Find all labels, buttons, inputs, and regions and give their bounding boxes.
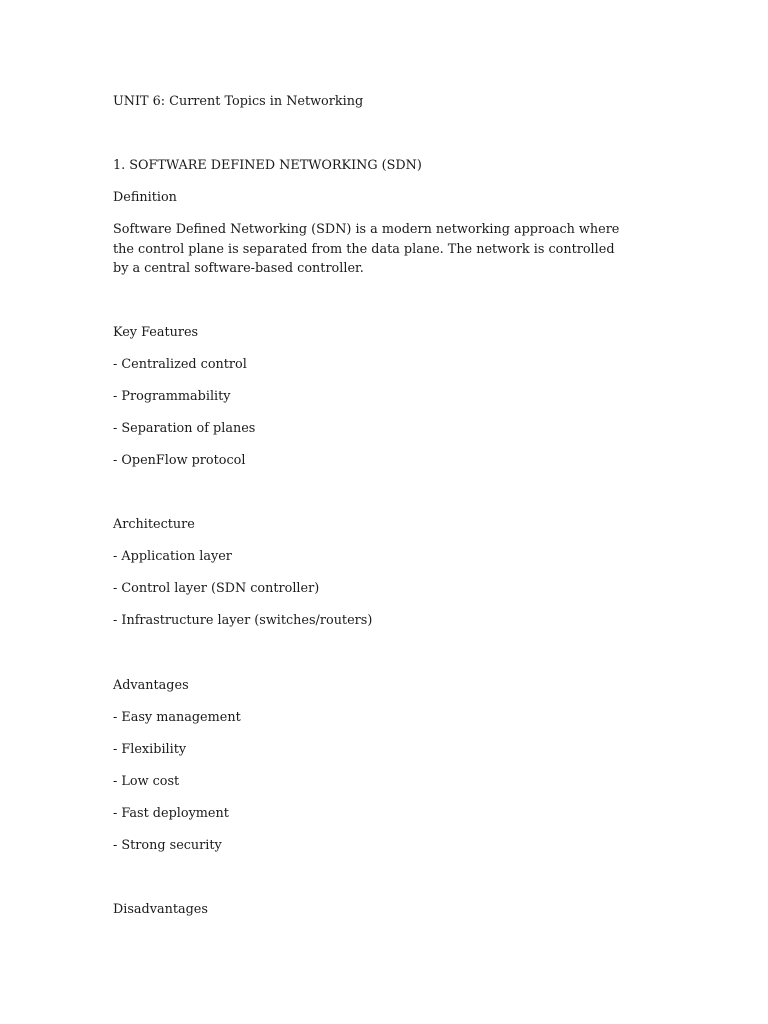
architecture-item: - Application layer xyxy=(113,549,232,564)
definition-heading: Definition xyxy=(113,190,177,205)
advantage-item: - Easy management xyxy=(113,710,241,725)
advantage-item: - Low cost xyxy=(113,774,180,789)
key-features-heading: Key Features xyxy=(113,325,199,340)
unit-title: UNIT 6: Current Topics in Networking xyxy=(113,94,364,109)
advantage-item: - Flexibility xyxy=(113,742,187,757)
key-feature-item: - Separation of planes xyxy=(113,421,256,436)
key-feature-item: - Programmability xyxy=(113,389,231,404)
key-feature-item: - OpenFlow protocol xyxy=(113,453,246,468)
architecture-item: - Infrastructure layer (switches/routers) xyxy=(113,613,373,628)
disadvantages-heading: Disadvantages xyxy=(113,902,208,917)
key-feature-item: - Centralized control xyxy=(113,357,247,372)
advantage-item: - Fast deployment xyxy=(113,806,229,821)
advantages-heading: Advantages xyxy=(113,678,189,693)
architecture-item: - Control layer (SDN controller) xyxy=(113,581,320,596)
definition-text: Software Defined Networking (SDN) is a modern networking approach where the control plane is separated from the data plane. The network is controlled by a central software-based controller. xyxy=(113,222,620,276)
architecture-heading: Architecture xyxy=(113,517,195,532)
section-title: 1. SOFTWARE DEFINED NETWORKING (SDN) xyxy=(113,158,422,173)
advantage-item: - Strong security xyxy=(113,838,222,853)
